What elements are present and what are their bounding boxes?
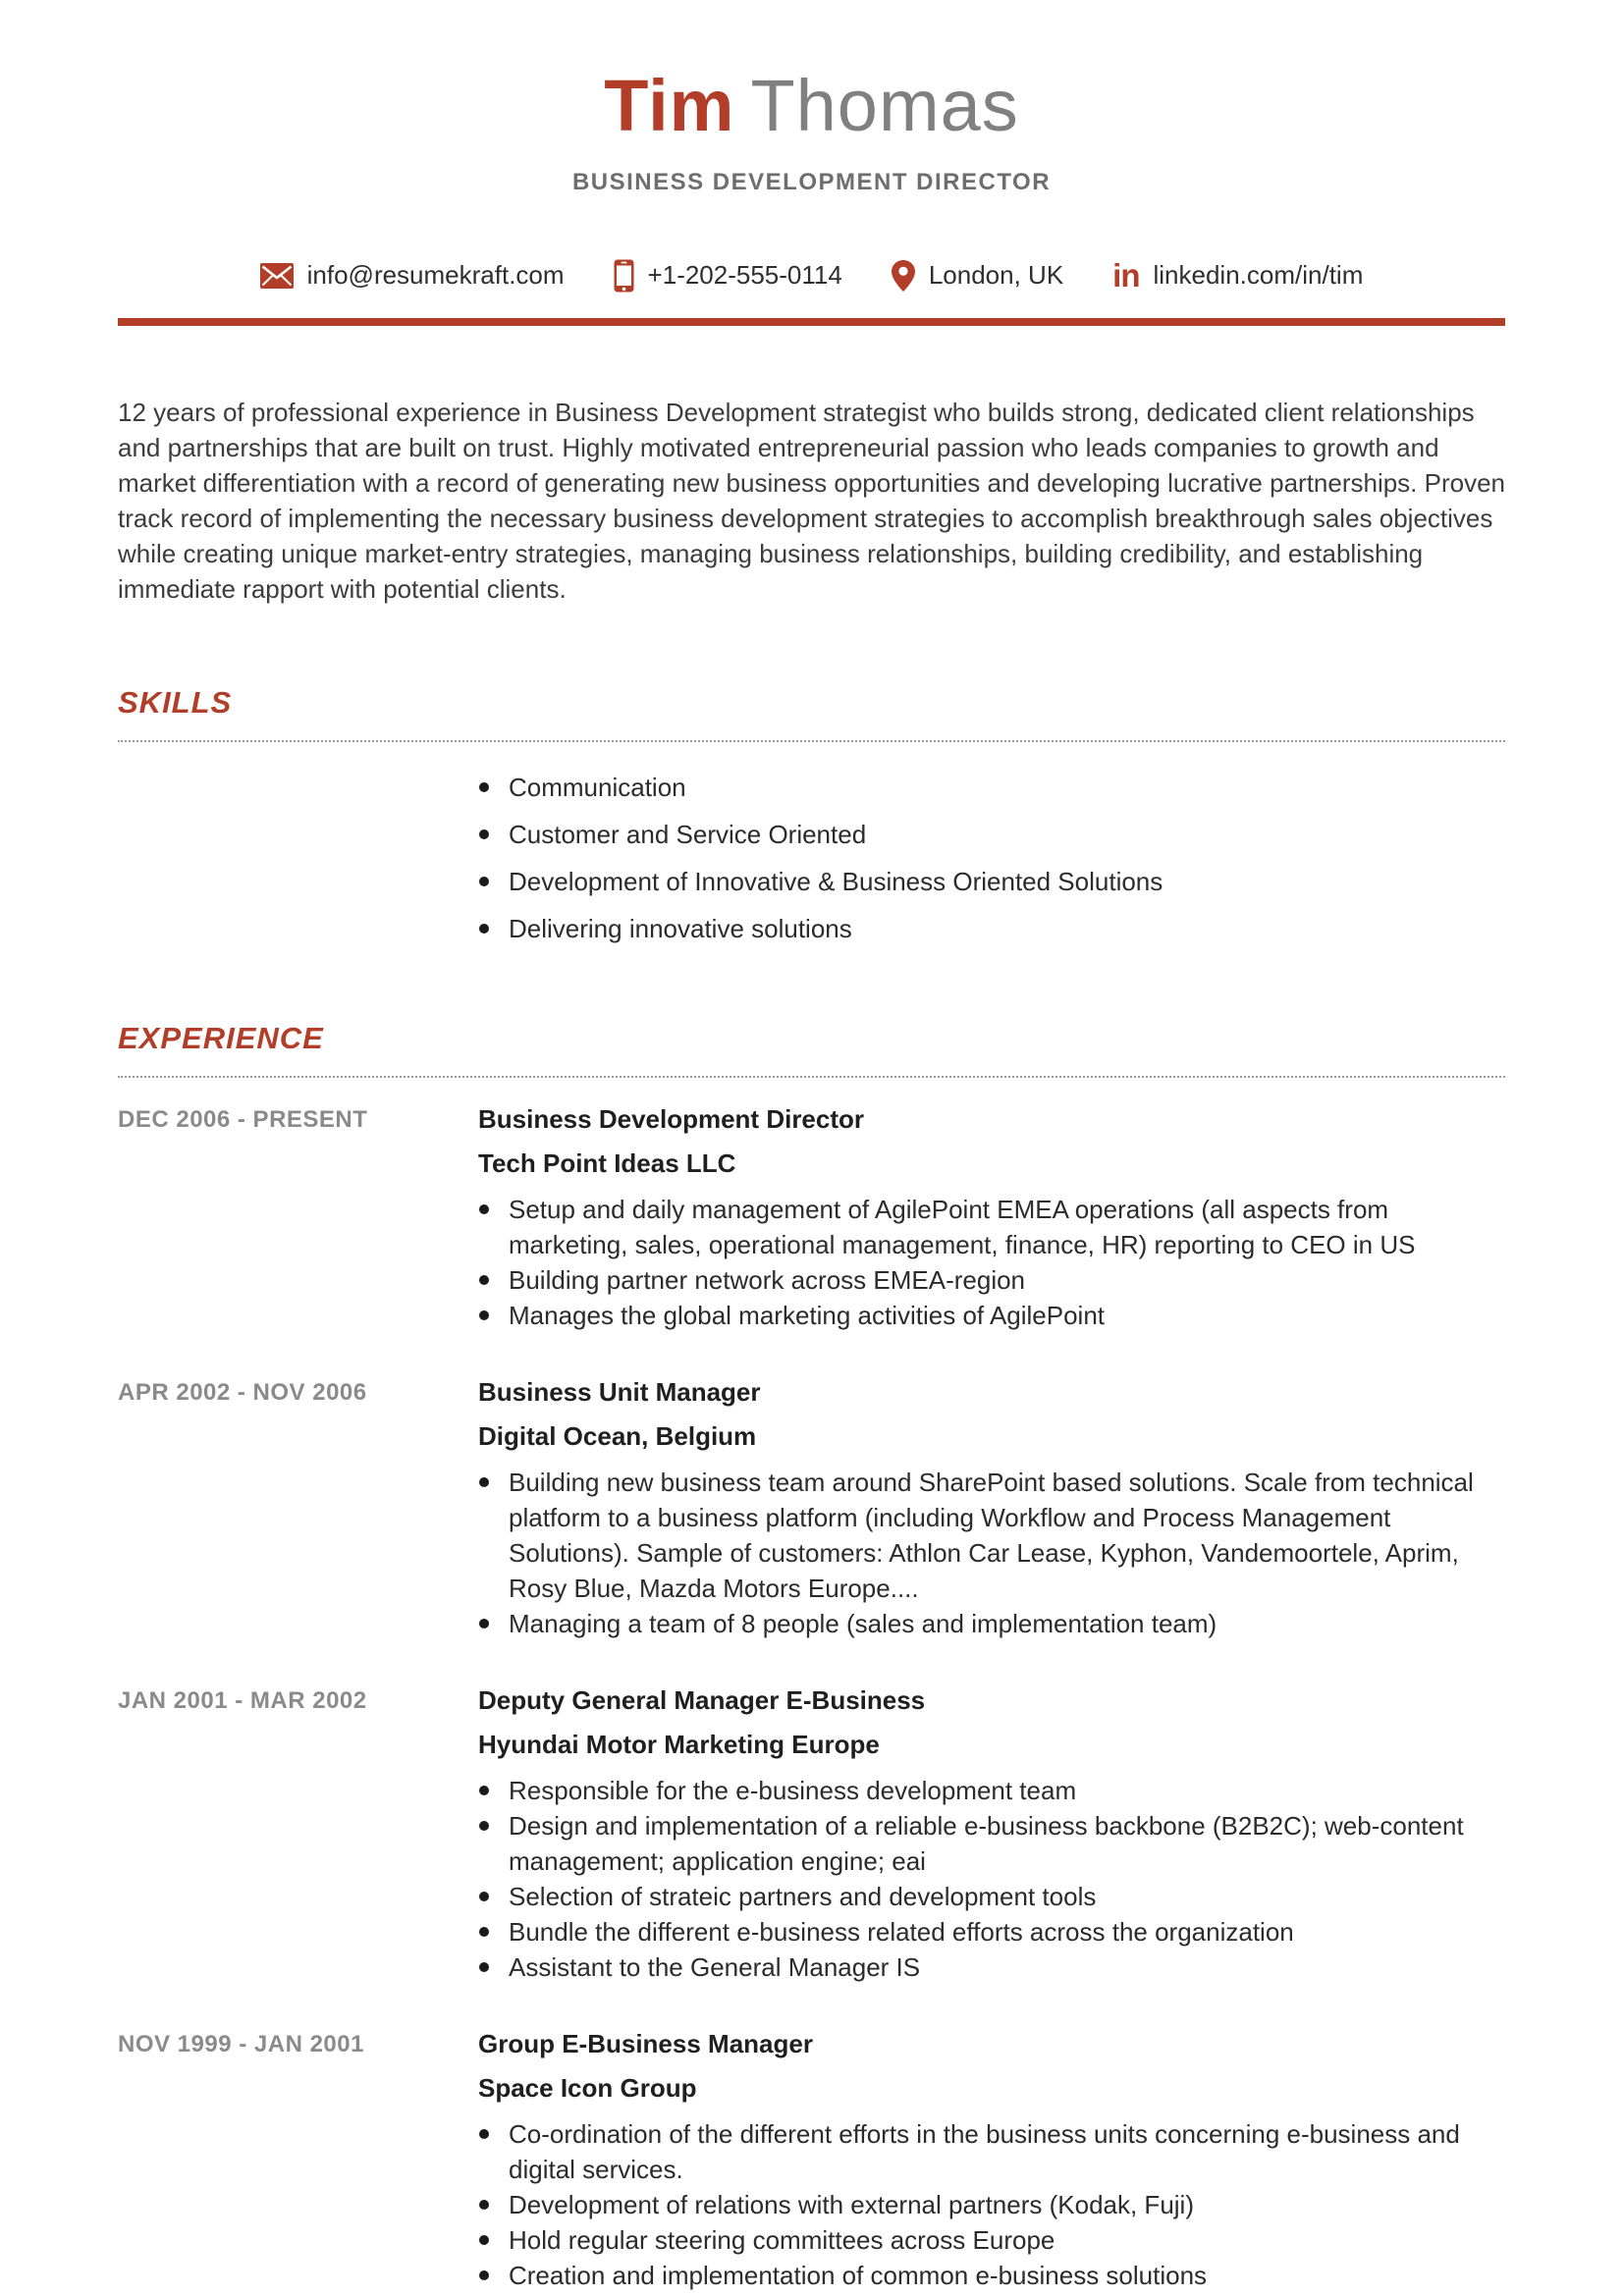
summary-paragraph: 12 years of professional experience in Business Development strategist who builds strong, dedicated client relationships and partnerships that are built on trust. Highly motivated entrepreneurial passion who leads companies to growth and market differentiation with a record of generating new business opportunities and developing lucrative partnerships. Proven track record of implementing the necessary business development strategies to accomplish breakthrough sales objectives while creating unique market-entry strategies, managing business relationships, building credibility, and establishing immediate rapport with potential clients. [118, 397, 1506, 604]
contact-phone-text: +1-202-555-0114 [647, 260, 842, 291]
entry-bullets [478, 2116, 1505, 2293]
bullet-item [478, 1606, 1505, 1641]
bullet-text: Building new business team around SharePoint based solutions. Scale from technical platform to a business platform (including Workflow and Process Management Solutions). Sample of customers: Athlon Car Lease, Kyphon, Vandemoortele, Aprim, Rosy Blue, Mazda Motors Europe.... [509, 1467, 1474, 1603]
bullet-icon [479, 782, 489, 792]
job-title: BUSINESS DEVELOPMENT DIRECTOR [571, 168, 1052, 195]
bullet-icon [479, 1962, 489, 1972]
first-name: Tim [604, 65, 735, 146]
phone-icon [614, 259, 634, 293]
entry-company: Hyundai Motor Marketing Europe [478, 1729, 880, 1759]
bullet-item [478, 1262, 1505, 1298]
name [118, 0, 1505, 145]
header [118, 0, 1505, 326]
skill-item [478, 770, 1505, 805]
bullet-text: Hold regular steering committees across Europe [509, 2224, 1055, 2255]
skills-list [478, 770, 1505, 946]
entry-company: Tech Point Ideas LLC [478, 1148, 736, 1178]
contact-email-text[interactable]: info@resumekraft.com [306, 260, 565, 291]
bullet-icon [479, 1927, 489, 1937]
entry-title: Deputy General Manager E-Business [478, 1684, 926, 1715]
skill-text: Development of Innovative & Business Oriented Solutions [509, 866, 1163, 896]
experience-heading: EXPERIENCE [118, 1020, 324, 1055]
entry-title: Business Development Director [478, 1103, 865, 1134]
bullet-item [478, 2116, 1505, 2187]
entry-company: Space Icon Group [478, 2072, 697, 2103]
bullet-icon [479, 2129, 489, 2139]
entry-company: Digital Ocean, Belgium [478, 1420, 757, 1451]
bullet-text: Managing a team of 8 people (sales and implementation team) [509, 1608, 1217, 1638]
bullet-text: Design and implementation of a reliable e-business backbone (B2B2C); web-content management; application engine; eai [509, 1810, 1464, 1876]
entry-bullets [478, 1465, 1505, 1641]
bullet-icon [479, 1786, 489, 1795]
bullet-icon [479, 1892, 489, 1901]
bullet-icon [479, 877, 489, 886]
bullet-icon [479, 1204, 489, 1214]
skill-text: Customer and Service Oriented [509, 819, 867, 849]
bullet-icon [479, 1477, 489, 1487]
contact-linkedin [1112, 259, 1363, 292]
entry-bullets [478, 1773, 1505, 1985]
experience-entry [118, 1684, 1505, 1985]
bullet-item [478, 1914, 1505, 1949]
entry-dates: APR 2002 - NOV 2006 [118, 1378, 367, 1406]
entry-dates: NOV 1999 - JAN 2001 [118, 2030, 364, 2057]
bullet-item [478, 2222, 1505, 2258]
bullet-text: Co-ordination of the different efforts in the business units concerning e-business and digital services. [509, 2118, 1460, 2184]
bullet-item [478, 1773, 1505, 1808]
entry-body [478, 1684, 1505, 1985]
entry-bullets [478, 1192, 1505, 1333]
experience-entries [118, 1103, 1505, 2293]
bullet-text: Building partner network across EMEA-region [509, 1264, 1026, 1295]
experience-heading-row [118, 1021, 1505, 1078]
experience-entry [118, 2028, 1505, 2293]
bullet-icon [479, 1275, 489, 1285]
bullet-icon [479, 1310, 489, 1320]
entry-body [478, 1376, 1505, 1641]
experience-section [118, 1021, 1505, 2293]
contact-location [892, 260, 1063, 292]
bullet-item [478, 1465, 1505, 1606]
contact-linkedin-text[interactable]: linkedin.com/in/tim [1153, 260, 1364, 291]
skills-heading-row [118, 685, 1505, 742]
bullet-icon [479, 1619, 489, 1629]
entry-dates: DEC 2006 - PRESENT [118, 1105, 368, 1133]
last-name: Thomas [750, 65, 1019, 146]
bullet-item [478, 1808, 1505, 1879]
bullet-item [478, 1298, 1505, 1333]
skill-item [478, 864, 1505, 899]
entry-title: Group E-Business Manager [478, 2028, 813, 2058]
location-icon [892, 260, 915, 292]
entry-title: Business Unit Manager [478, 1376, 761, 1407]
contact-email [260, 260, 565, 291]
bullet-icon [479, 1821, 489, 1831]
skill-item [478, 911, 1505, 946]
bullet-icon [479, 2235, 489, 2245]
entry-body [478, 2028, 1505, 2293]
skills-section [118, 685, 1505, 946]
skills-heading: SKILLS [118, 684, 233, 720]
header-divider [118, 318, 1505, 326]
contact-location-text: London, UK [928, 260, 1064, 291]
bullet-text: Setup and daily management of AgilePoint EMEA operations (all aspects from marketing, sales, operational management, finance, HR) reporting to CEO in US [509, 1194, 1416, 1259]
bullet-item [478, 1192, 1505, 1262]
bullet-item [478, 1879, 1505, 1914]
bullet-icon [479, 2270, 489, 2280]
entry-body [478, 1103, 1505, 1333]
email-icon [260, 263, 294, 289]
contact-phone [614, 259, 842, 293]
experience-entry [118, 1103, 1505, 1333]
linkedin-icon: in [1112, 257, 1140, 294]
contact-row [118, 259, 1505, 293]
skill-text: Delivering innovative solutions [509, 913, 852, 943]
entry-dates: JAN 2001 - MAR 2002 [118, 1686, 367, 1714]
bullet-text: Development of relations with external partners (Kodak, Fuji) [509, 2189, 1194, 2219]
skill-item [478, 817, 1505, 852]
bullet-icon [479, 829, 489, 839]
bullet-text: Responsible for the e-business development team [509, 1775, 1077, 1805]
bullet-icon [479, 924, 489, 934]
bullet-text: Bundle the different e-business related efforts across the organization [509, 1916, 1294, 1947]
skill-text: Communication [509, 772, 686, 802]
bullet-text: Selection of strateic partners and development tools [509, 1881, 1097, 1911]
bullet-text: Assistant to the General Manager IS [509, 1951, 921, 1982]
bullet-text: Creation and implementation of common e-business solutions [509, 2260, 1208, 2290]
experience-entry [118, 1376, 1505, 1641]
bullet-item [478, 2187, 1505, 2222]
bullet-item [478, 1949, 1505, 1985]
bullet-icon [479, 2200, 489, 2210]
bullet-item [478, 2258, 1505, 2293]
bullet-text: Manages the global marketing activities of AgilePoint [509, 1300, 1106, 1330]
